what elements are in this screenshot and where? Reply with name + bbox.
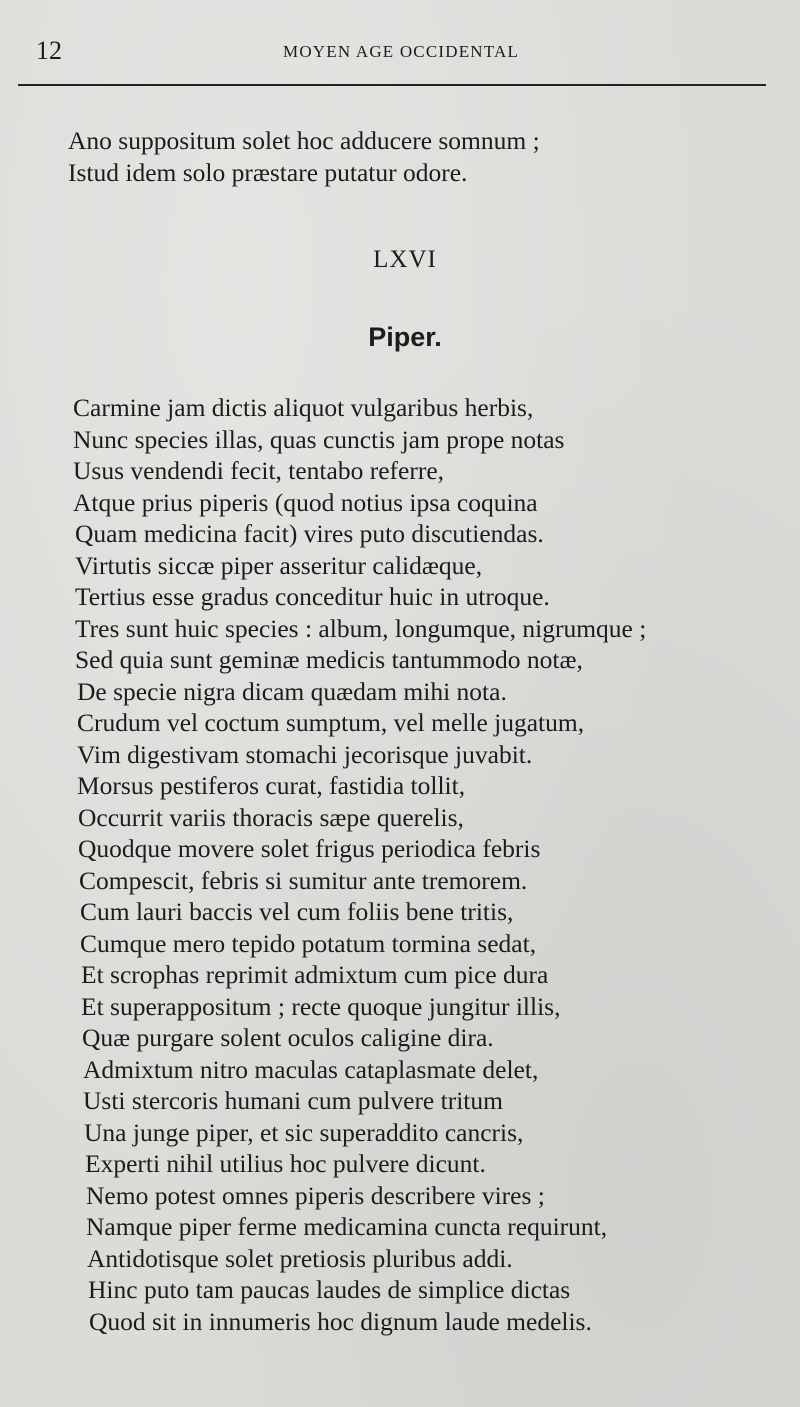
verse-line: Usus vendendi fecit, tentabo referre, [73,456,445,485]
verse-line: Et scrophas reprimit admixtum cum pice dura [81,960,549,989]
verse-line: Cum lauri baccis vel cum foliis bene tritis, [80,897,514,926]
verse-line: Istud idem solo præstare putatur odore. [68,157,468,187]
verse-line: Nemo potest omnes piperis describere vires ; [86,1180,545,1210]
verse-line: Cumque mero tepido potatum tormina sedat, [80,928,537,958]
verse-line: Namque piper ferme medicamina cuncta requirunt, [86,1212,608,1241]
verse-line: Una junge piper, et sic superaddito cancris, [84,1117,524,1147]
verse-line: Ano suppositum solet hoc adducere somnum ; [68,126,540,155]
verse-line: Vim digestivam stomachi jecorisque juvabit. [77,739,533,769]
verse-line: Admixtum nitro maculas cataplasmate delet, [83,1054,539,1084]
poem-verses [0,392,800,1337]
verse-line: Carmine jam dictis aliquot vulgaribus herbis, [73,393,534,422]
verse-line: Occurrit variis thoracis sæpe querelis, [78,802,464,832]
verse-line: Et superappositum ; recte quoque jungitur illis, [81,991,561,1021]
header-rule [18,84,766,86]
verse-line: Crudum vel coctum sumptum, vel melle jugatum, [77,708,585,737]
verse-line: Nunc species illas, quas cunctis jam prope notas [73,424,565,454]
running-head: MOYEN AGE OCCIDENTAL [283,42,520,61]
verse-line: Hinc puto tam paucas laudes de simplice dictas [88,1275,571,1304]
verse-line: De specie nigra dicam quædam mihi nota. [77,676,507,706]
verse-line: Quodque movere solet frigus periodica febris [78,834,541,863]
verse-line: Morsus pestiferos curat, fastidia tollit, [77,771,466,800]
verse-line: Antidotisque solet pretiosis pluribus addi. [87,1243,513,1273]
section-number: LXVI [373,246,437,273]
page-header [0,34,800,74]
verse-line: Quæ purgare solent oculos caligine dira. [82,1023,494,1052]
verse-line: Tertius esse gradus conceditur huic in utroque. [75,582,550,611]
verse-line: Tres sunt huic species : album, longumque, nigrumque ; [75,613,647,643]
verse-line: Usti stercoris humani cum pulvere tritum [83,1086,503,1115]
intro-verses [0,125,800,188]
verse-line: Virtutis siccæ piper asseritur calidæque, [75,550,483,580]
verse-line: Experti nihil utilius hoc pulvere dicunt. [85,1149,486,1178]
section-title: Piper. [368,322,442,352]
verse-line: Atque prius piperis (quod notius ipsa coquina [73,487,538,517]
verse-line: Sed quia sunt geminæ medicis tantummodo notæ, [75,645,583,674]
verse-line: Quod sit in innumeris hoc dignum laude medelis. [89,1306,592,1336]
verse-line: Compescit, febris si sumitur ante tremorem. [79,865,528,895]
verse-line: Quam medicina facit) vires puto discutiendas. [75,519,544,548]
page-number: 12 [36,36,62,65]
